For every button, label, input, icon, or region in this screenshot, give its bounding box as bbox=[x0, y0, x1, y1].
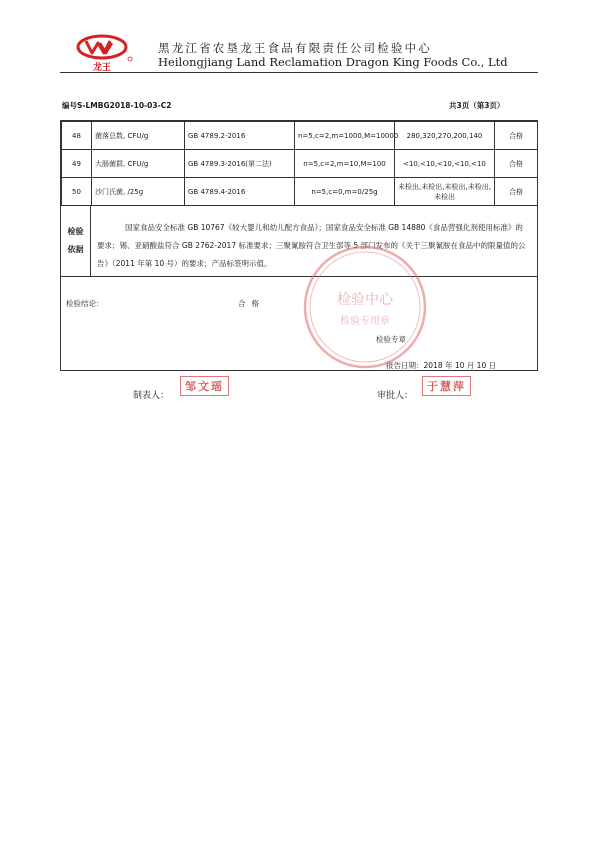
header-divider bbox=[60, 72, 538, 73]
company-name-cn: 黑龙江省农垦龙王食品有限责任公司检验中心 bbox=[158, 41, 432, 55]
basis-label bbox=[61, 206, 91, 276]
criteria: n=5,c=0,m=0/25g bbox=[295, 178, 395, 206]
row-number: 48 bbox=[62, 122, 92, 150]
official-seal bbox=[300, 242, 430, 372]
report-frame bbox=[60, 120, 538, 371]
test-item: 菌落总数, CFU/g bbox=[92, 122, 185, 150]
conclusion-label: 检验结论： bbox=[66, 299, 104, 308]
conclusion-value: 合格 bbox=[238, 299, 265, 308]
logo-text: 龙王 bbox=[92, 63, 112, 73]
company-name-en: Heilongjiang Land Reclamation Dragon King Foods Co., Ltd bbox=[158, 55, 508, 69]
test-standard: GB 4789.3-2016(第二法) bbox=[185, 150, 295, 178]
test-result: 未检出,未检出,未检出,未检出,未检出 bbox=[395, 178, 495, 206]
row-conclusion: 合格 bbox=[495, 150, 538, 178]
test-result: <10,<10,<10,<10,<10 bbox=[395, 150, 495, 178]
table-row bbox=[62, 122, 538, 150]
report-date: 报告日期：2018 年 10 月 10 日 bbox=[386, 361, 497, 370]
criteria: n=5,c=2,m=1000,M=10000 bbox=[295, 122, 395, 150]
report-number: 编号S-LMBG2018-10-03-C2 bbox=[62, 101, 172, 110]
approver-signature-stamp: 于慧萍 bbox=[422, 376, 471, 396]
row-conclusion: 合格 bbox=[495, 122, 538, 150]
test-item: 大肠菌群, CFU/g bbox=[92, 150, 185, 178]
basis-divider bbox=[61, 276, 537, 277]
page-info: 共3页（第3页） bbox=[449, 101, 505, 110]
approver-label: 审批人： bbox=[377, 391, 414, 401]
basis-text: 国家食品安全标准 GB 10767《较大婴儿和幼儿配方食品》；国家食品安全标准 GB 14880《食品营强化剂使用标准》的要求；锡、亚硝酸盐符合 GB 2762-2017 标准要求；三聚氰胺符合卫生部等 5 部门发布的《关于三聚氰胺在食品中的限量值的公告》（2011 年第 10 号）的要求；产品标签明示值。 bbox=[97, 223, 526, 268]
basis-label-line2: 依据 bbox=[67, 245, 84, 254]
row-conclusion: 合格 bbox=[495, 178, 538, 206]
seal-center-line1: 检验中心 bbox=[337, 292, 393, 308]
preparer-signature-stamp: 邹文瑶 bbox=[180, 376, 229, 396]
seal-center-line2: 检验专用章 bbox=[340, 316, 390, 327]
preparer-label: 制表人： bbox=[133, 391, 170, 401]
row-number: 50 bbox=[62, 178, 92, 206]
company-logo bbox=[72, 33, 136, 73]
seal-note: 检验专章 bbox=[376, 335, 406, 344]
row-number: 49 bbox=[62, 150, 92, 178]
table-row bbox=[62, 150, 538, 178]
criteria: n=5,c=2,m=10,M=100 bbox=[295, 150, 395, 178]
test-item: 沙门氏菌, /25g bbox=[92, 178, 185, 206]
basis-label-line1: 检验 bbox=[67, 227, 84, 236]
results-table bbox=[61, 121, 538, 206]
test-standard: GB 4789.2-2016 bbox=[185, 122, 295, 150]
test-result: 280,320,270,200,140 bbox=[395, 122, 495, 150]
test-standard: GB 4789.4-2016 bbox=[185, 178, 295, 206]
table-row bbox=[62, 178, 538, 206]
